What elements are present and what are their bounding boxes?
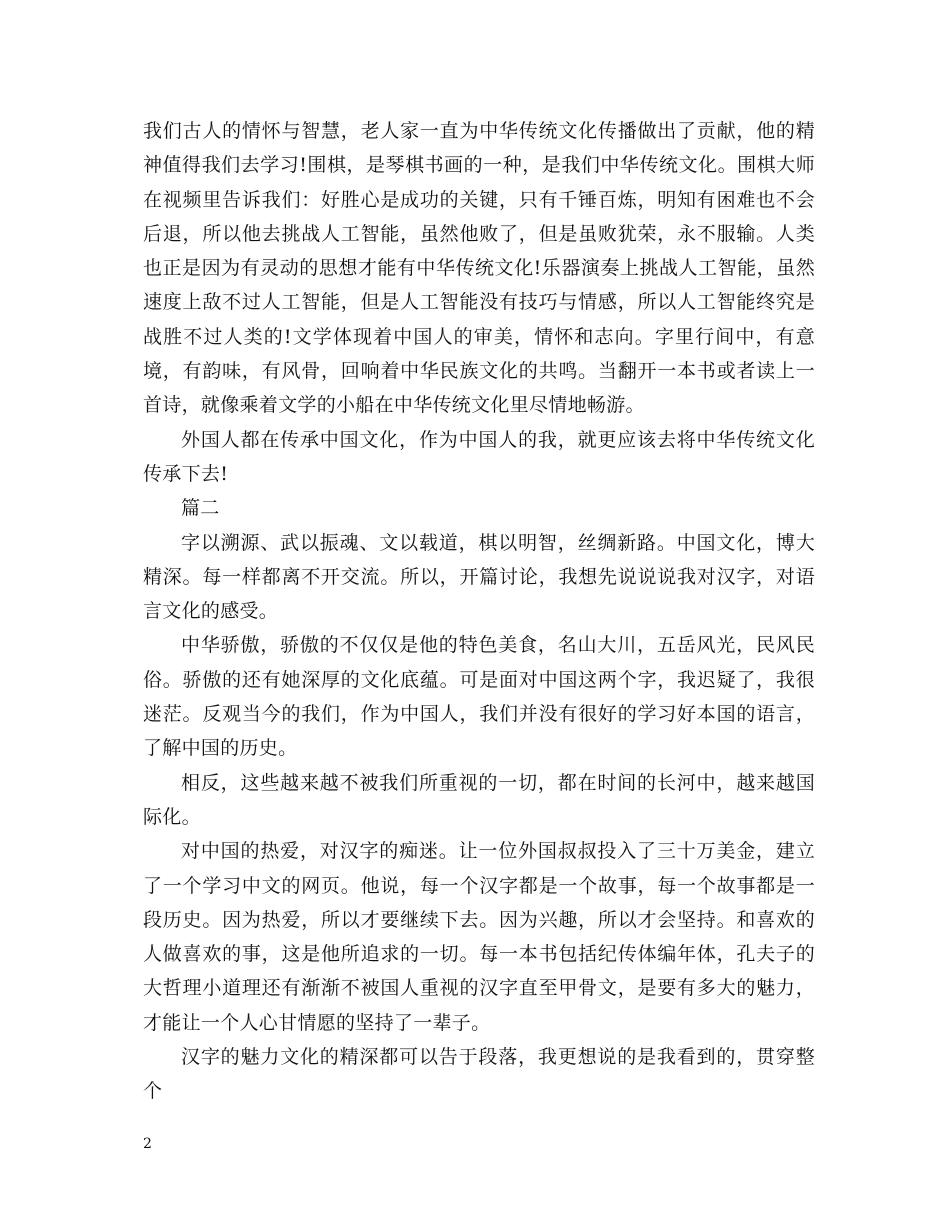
paragraph: 汉字的魅力文化的精深都可以告于段落，我更想说的是我看到的，贯穿整个	[143, 1046, 815, 1103]
paragraph: 中华骄傲，骄傲的不仅仅是他的特色美食，名山大川，五岳风光，民风民俗。骄傲的还有她深厚的文化底蕴。可是面对中国这两个字，我迟疑了，我很迷茫。反观当今的我们，作为中国人，我们并没有很好的学习好本国的语言，了解中国的历史。	[143, 634, 815, 760]
paragraph: 外国人都在传承中国文化，作为中国人的我，就更应该去将中华传统文化传承下去!	[143, 428, 815, 485]
paragraph-continuation: 我们古人的情怀与智慧，老人家一直为中华传统文化传播做出了贡献，他的精神值得我们去学习!围棋，是琴棋书画的一种，是我们中华传统文化。围棋大师在视频里告诉我们：好胜心是成功的关键，只有千锤百炼，明知有困难也不会后退，所以他去挑战人工智能，虽然他败了，但是虽败犹荣，永不服输。人类也正是因为有灵动的思想才能有中华传统文化!乐器演奏上挑战人工智能，虽然速度上敌不过人工智能，但是人工智能没有技巧与情感，所以人工智能终究是战胜不过人类的!文学体现着中国人的审美，情怀和志向。字里行间中，有意境，有韵味，有风骨，回响着中华民族文化的共鸣。当翻开一本书或者读上一首诗，就像乘着文学的小船在中华传统文化里尽情地畅游。	[143, 120, 815, 417]
paragraph: 字以溯源、武以振魂、文以载道，棋以明智，丝绸新路。中国文化，博大精深。每一样都离不开交流。所以，开篇讨论，我想先说说说我对汉字，对语言文化的感受。	[143, 531, 815, 623]
section-heading: 篇二	[181, 497, 220, 520]
paragraph: 对中国的热爱，对汉字的痴迷。让一位外国叔叔投入了三十万美金，建立了一个学习中文的网页。他说，每一个汉字都是一个故事，每一个故事都是一段历史。因为热爱，所以才要继续下去。因为兴趣，所以才会坚持。和喜欢的人做喜欢的事，这是他所追求的一切。每一本书包括纪传体编年体，孔夫子的大哲理小道理还有渐渐不被国人重视的汉字直至甲骨文，是要有多大的魅力，才能让一个人心甘情愿的坚持了一辈子。	[143, 840, 815, 1034]
page-number: 2	[143, 1136, 152, 1152]
paragraph: 相反，这些越来越不被我们所重视的一切，都在时间的长河中，越来越国际化。	[143, 771, 815, 828]
document-body	[143, 114, 815, 1109]
